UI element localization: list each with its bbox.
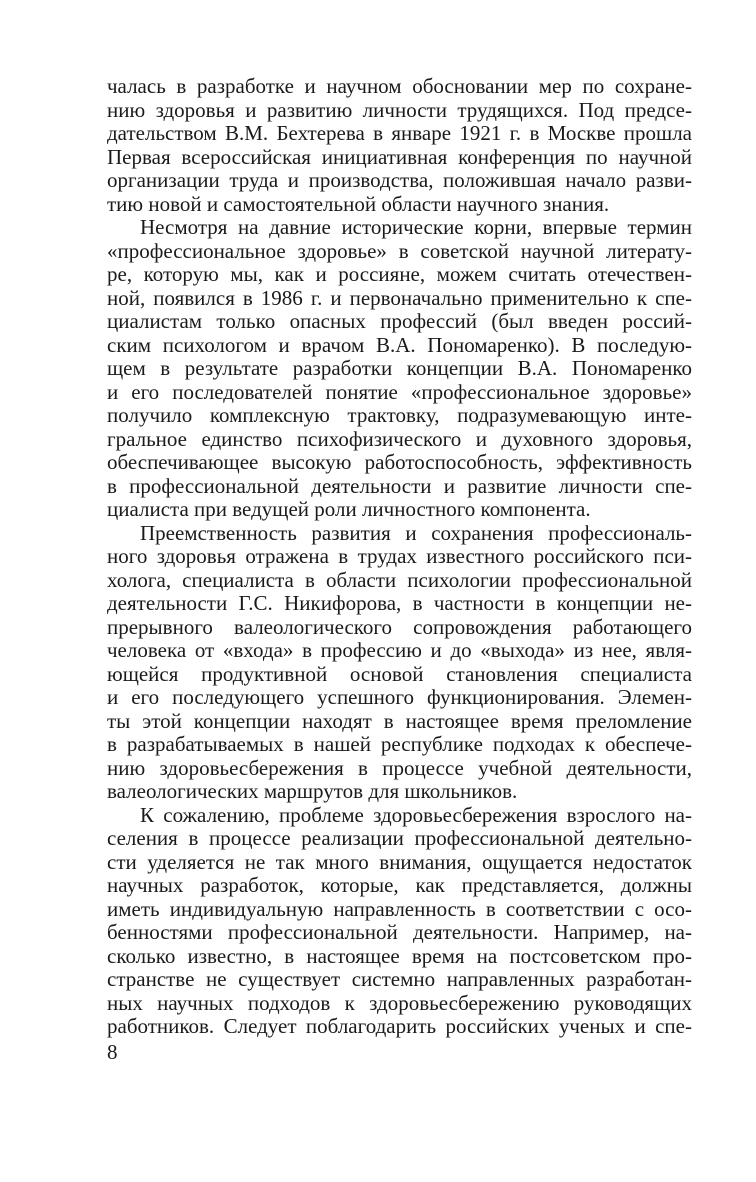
text-line: прерывного валеологического сопровождения работающего [107,614,692,639]
text-line: ты этой концепции находят в настоящее время преломление [107,708,692,733]
text-line: щем в результате разработки концепции В.А. Пономаренко [107,356,692,380]
text-line: в профессиональной деятельности и развитие личности спе- [107,473,692,498]
text-line: и его последователей понятие «профессиональное здоровье» [107,379,692,404]
text-line: нию здоровьесбережения в процессе учебной деятельности, [107,755,692,780]
text-line: обеспечивающее высокую работоспособность, эффективность [107,450,692,474]
text-line: и его последующего успешного функционирования. Элемен- [107,685,692,709]
text-line: ре, которую мы, как и россияне, можем считать отечествен- [107,262,692,286]
text-line: тию новой и самостоятельной области научного знания. [107,191,610,216]
text-line: получило комплексную трактовку, подразумевающую инте- [107,403,692,427]
text-line: ной, появился в 1986 г. и первоначально применительно к спе- [107,285,692,310]
text-line: сти уделяется не так много внимания, ощущается недостаток [107,849,692,874]
paragraph-2 [107,216,692,522]
text-line: ским психологом и врачом В.А. Пономаренко). В последую- [107,332,692,357]
text-line: Первая всероссийская инициативная конференция по научной [107,144,692,169]
text-line: Несмотря на давние исторические корни, впервые термин [140,215,692,239]
text-line: циалистам только опасных профессий (был введен россий- [107,309,692,333]
text-line: деятельности Г.С. Никифорова, в частности в концепции не- [107,591,692,615]
text-line: иметь индивидуальную направленность в соответствии с осо- [107,896,692,921]
text-line: селения в процессе реализации профессиональной деятельно- [107,826,692,850]
text-line: бенностями профессиональной деятельности. Например, на- [107,920,692,944]
text-line: чалась в разработке и научном обосновании мер по сохране- [107,74,692,98]
text-line: странстве не существует системно направленных разработан- [107,967,692,991]
text-line: научных разработок, которые, как представляется, должны [107,873,692,897]
text-line: холога, специалиста в области психологии профессиональной [107,567,692,592]
text-line: ного здоровья отражена в трудах известного российского пси- [107,544,692,568]
text-line: сколько известно, в настоящее время на постсоветском про- [107,943,692,968]
text-line: ющейся продуктивной основой становления специалиста [107,661,692,686]
paragraph-1 [107,75,692,216]
text-line: человека от «входа» в профессию и до «выхода» из нее, явля- [107,638,692,662]
text-line: К сожалению, проблеме здоровьесбережения взрослого на- [140,802,692,827]
text-line: организации труда и производства, положившая начало разви- [107,168,692,192]
body-text [107,75,692,1039]
page-number: 8 [107,1040,118,1064]
text-line: «профессиональное здоровье» в советской научной литерату- [107,238,692,263]
text-line: циалиста при ведущей роли личностного компонента. [107,497,591,521]
paragraph-3 [107,522,692,804]
text-line: нию здоровья и развитию личности трудящихся. Под предсе- [107,97,692,122]
text-line: дательством В.М. Бехтерева в январе 1921 г. в Москве прошла [107,121,692,145]
text-line: в разрабатываемых в нашей республике подходах к обеспече- [107,732,692,756]
paragraph-4 [107,804,692,1039]
text-line: валеологических маршрутов для школьников. [107,779,518,803]
text-line: ных научных подходов к здоровьесбережению руководящих [107,990,692,1015]
text-line: работников. Следует поблагодарить российских ученых и спе- [107,1014,692,1038]
text-line: гральное единство психофизического и духовного здоровья, [107,426,692,451]
text-line: Преемственность развития и сохранения профессиональ- [140,520,692,545]
